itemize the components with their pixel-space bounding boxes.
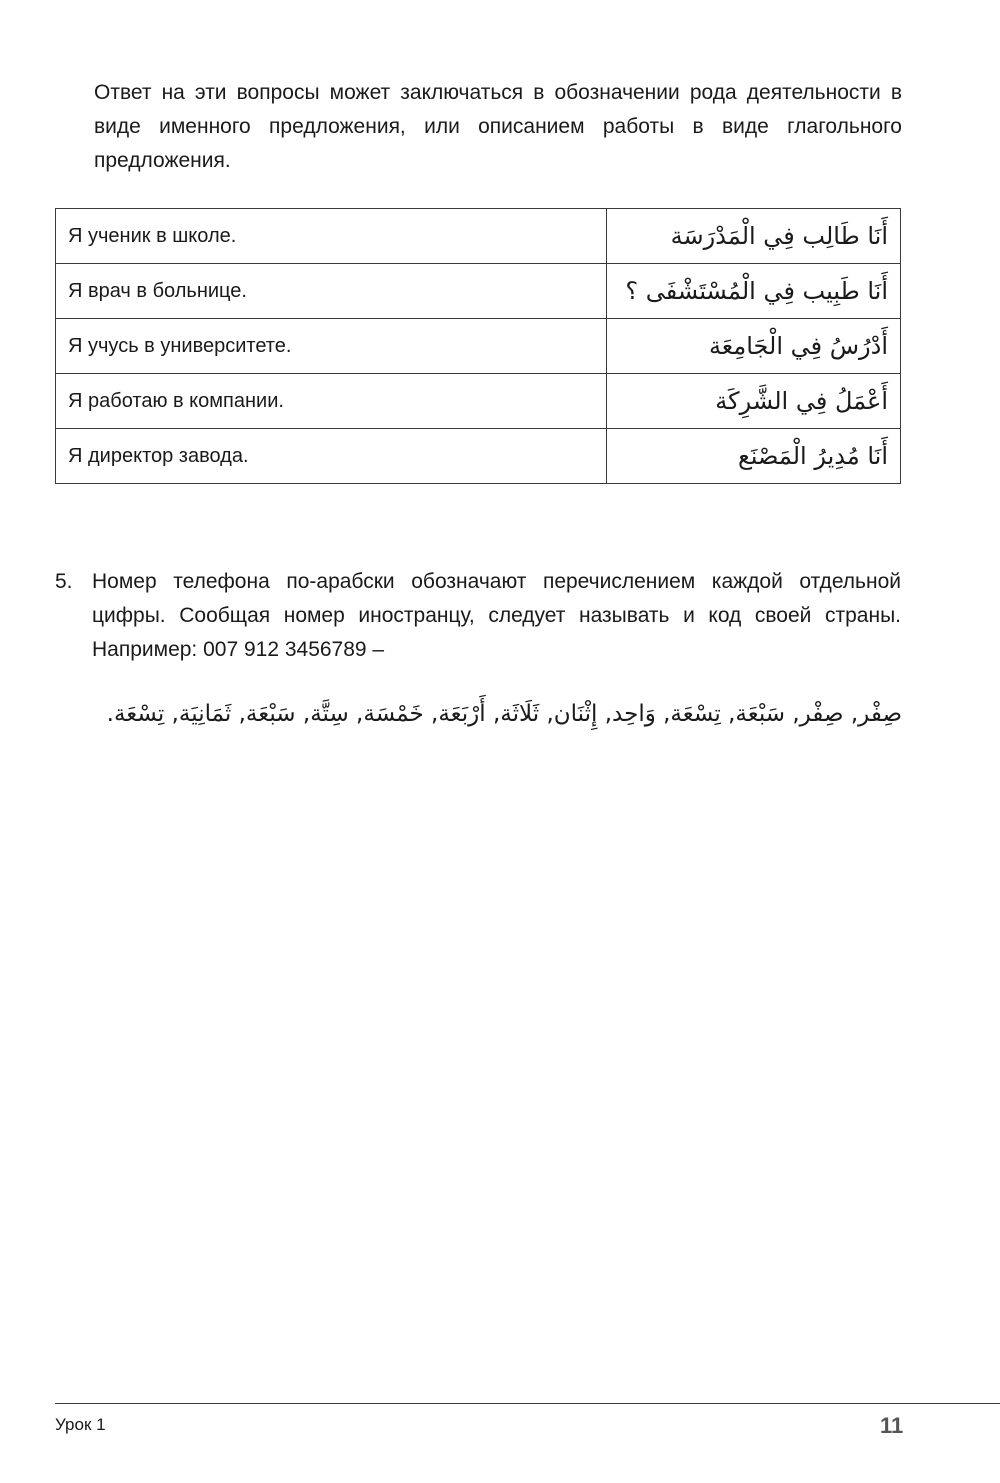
russian-phrase: Я ученик в школе. [56, 209, 607, 264]
arabic-phrase: أَنَا مُدِيرُ الْمَصْنَع [607, 429, 901, 484]
table-row [56, 374, 901, 429]
list-item-number: 5. [55, 570, 73, 593]
russian-phrase: Я учусь в университете. [56, 319, 607, 374]
russian-phrase: Я директор завода. [56, 429, 607, 484]
arabic-phrase: أَنَا طَالِب فِي الْمَدْرَسَة [607, 209, 901, 264]
list-item-5 [55, 565, 901, 667]
phone-number-paragraph: Номер телефона по-арабски обозначают перечислением каждой отдельной цифры. Сообщая номер иностранцу, следует называть и код своей страны. Например: 007 912 3456789 – [92, 570, 901, 661]
table-row [56, 429, 901, 484]
arabic-phrase: أَعْمَلُ فِي الشَّرِكَة [607, 374, 901, 429]
arabic-phrase: أَدْرُسُ فِي الْجَامِعَة [607, 319, 901, 374]
arabic-phone-digits: صِفْر, صِفْر, سَبْعَة, تِسْعَة, وَاحِد, إِثْنَان, ثَلَاثَة, أَرْبَعَة, خَمْسَة, سِتَّة, سَبْعَة, ثَمَانِيَة, تِسْعَة. [106, 701, 902, 727]
russian-phrase: Я работаю в компании. [56, 374, 607, 429]
arabic-phrase: أَنَا طَبِيب فِي الْمُسْتَشْفَى ؟ [607, 264, 901, 319]
russian-phrase: Я врач в больнице. [56, 264, 607, 319]
table-row [56, 319, 901, 374]
table-row [56, 209, 901, 264]
page-number: 11 [880, 1413, 904, 1438]
table-row [56, 264, 901, 319]
footer-divider [55, 1403, 1000, 1404]
intro-paragraph: Ответ на эти вопросы может заключаться в обозначении рода деятельности в виде именного предложения, или описанием работы в виде глагольного предложения. [94, 81, 902, 172]
footer-lesson-label: Урок 1 [55, 1415, 106, 1434]
phrase-table [55, 208, 901, 484]
